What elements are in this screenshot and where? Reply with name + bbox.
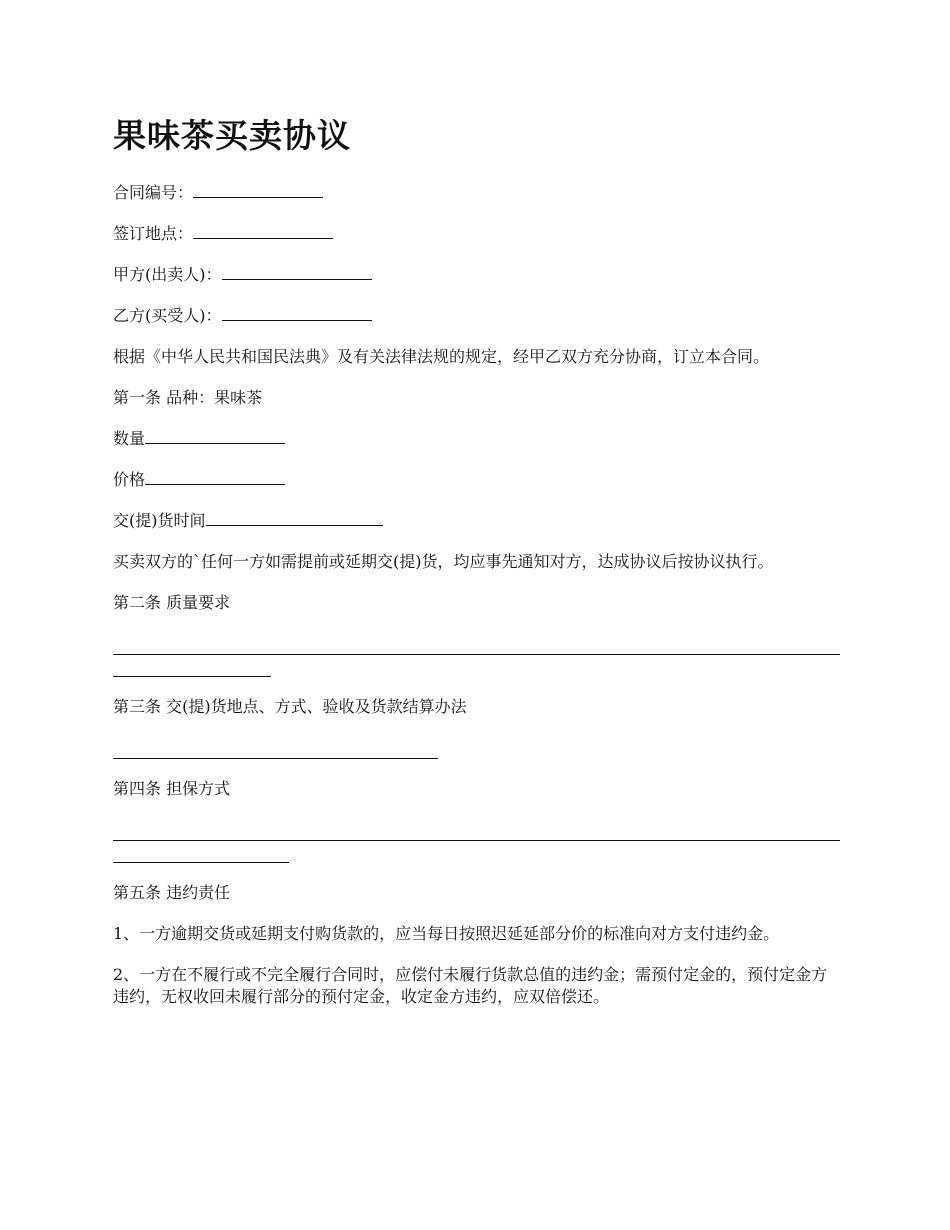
party-a-line — [113, 264, 840, 286]
article-5-heading: 第五条 违约责任 — [113, 883, 231, 902]
price-line — [113, 469, 840, 491]
sign-place-blank[interactable] — [193, 223, 333, 239]
party-b-label: 乙方(买受人)： — [113, 306, 222, 325]
quantity-blank[interactable] — [145, 428, 285, 444]
article-2-heading: 第二条 质量要求 — [113, 593, 231, 612]
blank-rule — [113, 841, 289, 863]
delivery-change-paragraph: 买卖双方的`任何一方如需提前或延期交(提)货，均应事先通知对方，达成协议后按协议执行。 — [113, 552, 774, 571]
sign-place-line — [113, 223, 840, 245]
price-blank[interactable] — [145, 469, 285, 485]
blank-rule — [113, 655, 271, 677]
party-b-blank[interactable] — [222, 305, 372, 321]
blank-rule — [113, 737, 438, 759]
breach-clause-1: 1、一方逾期交货或延期支付购货款的，应当每日按照迟延延部分价的标准向对方支付违约金。 — [113, 924, 780, 943]
article-1-heading: 第一条 品种：果味茶 — [113, 388, 263, 407]
document-title: 果味茶买卖协议 — [113, 116, 351, 155]
delivery-time-label: 交(提)货时间 — [113, 511, 206, 530]
article-3-heading: 第三条 交(提)货地点、方式、验收及货款结算办法 — [113, 697, 467, 716]
price-label: 价格 — [113, 470, 146, 489]
contract-number-blank[interactable] — [193, 182, 323, 198]
party-a-label: 甲方(出卖人)： — [113, 265, 222, 284]
sign-place-label: 签订地点： — [113, 224, 194, 243]
contract-number-line — [113, 182, 840, 204]
breach-clause-2: 2、一方在不履行或不完全履行合同时，应偿付未履行货款总值的违约金；需预付定金的，预付定金方违约，无权收回未履行部分的预付定金，收定金方违约，应双倍偿还。 — [113, 965, 828, 1006]
delivery-time-line — [113, 510, 840, 532]
quantity-label: 数量 — [113, 429, 146, 448]
preamble-paragraph: 根据《中华人民共和国民法典》及有关法律法规的规定，经甲乙双方充分协商，订立本合同。 — [113, 347, 770, 366]
contract-number-label: 合同编号： — [113, 183, 194, 202]
party-b-line — [113, 305, 840, 327]
party-a-blank[interactable] — [222, 264, 372, 280]
quality-requirement-blank[interactable] — [113, 633, 840, 677]
blank-rule — [113, 633, 840, 655]
blank-rule — [113, 819, 840, 841]
quantity-line — [113, 428, 840, 450]
guarantee-method-blank[interactable] — [113, 819, 840, 863]
article-4-heading: 第四条 担保方式 — [113, 779, 231, 798]
delivery-time-blank[interactable] — [206, 510, 383, 526]
delivery-method-blank[interactable] — [113, 737, 840, 759]
document-page — [113, 112, 840, 1027]
